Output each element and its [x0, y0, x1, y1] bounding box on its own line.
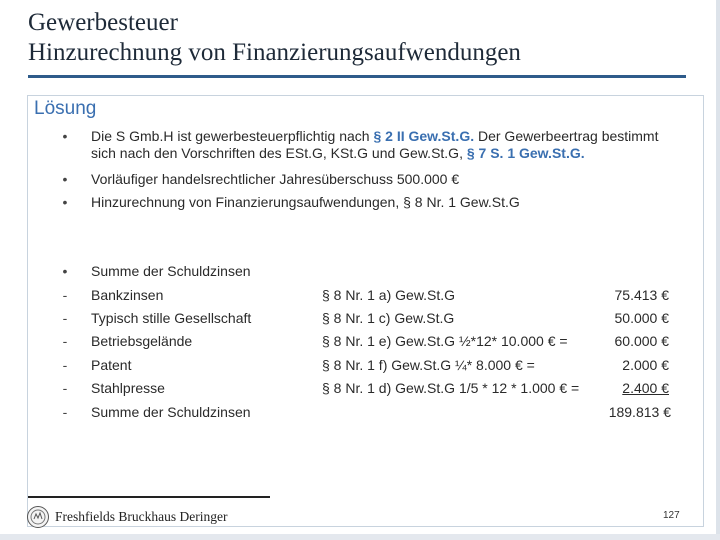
row-amount: 2.000 €: [622, 357, 669, 373]
row-dash: -: [62, 310, 68, 326]
row-law-reference: § 8 Nr. 1 c) Gew.St.G: [322, 310, 455, 326]
title-line-1: Gewerbesteuer: [28, 9, 178, 36]
bullet-hinzurechnung: Hinzurechnung von Finanzierungsaufwendungen, § 8 Nr. 1 Gew.St.G: [91, 194, 520, 210]
bullet-jahresueberschuss: Vorläufiger handelsrechtlicher Jahresüberschuss 500.000 €: [91, 171, 460, 187]
bullet-marker: •: [62, 128, 68, 144]
page-number: 127: [663, 510, 680, 521]
row-amount: 75.413 €: [614, 287, 669, 303]
bullet-marker: •: [62, 171, 68, 187]
row-law-reference: § 8 Nr. 1 f) Gew.St.G ¼* 8.000 € =: [322, 357, 535, 373]
row-dash: -: [62, 380, 68, 396]
row-label: Bankzinsen: [91, 287, 164, 303]
section-heading: Lösung: [34, 98, 97, 119]
logo-seal-icon: [27, 506, 49, 528]
intro-line-1: [91, 128, 659, 145]
bullet-summe-schuldzinsen: Summe der Schuldzinsen: [91, 263, 251, 279]
intro-line-2-text: sich nach den Vorschriften des ESt.G, KSt.G und Gew.St.G,: [91, 145, 467, 161]
row-amount: 60.000 €: [614, 333, 669, 349]
row-amount: 50.000 €: [614, 310, 669, 326]
row-dash: -: [62, 357, 68, 373]
row-label: Typisch stille Gesellschaft: [91, 310, 252, 326]
footer-rule: [28, 496, 270, 498]
slide-frame-right: [716, 0, 720, 540]
title-line-2: Hinzurechnung von Finanzierungsaufwendungen: [28, 39, 521, 66]
company-logo-text: Freshfields Bruckhaus Deringer: [55, 509, 228, 524]
row-label: Patent: [91, 357, 132, 373]
intro-line-1-text: Die S Gmb.H ist gewerbesteuerpflichtig nach: [91, 128, 374, 144]
intro-line-2: [91, 145, 585, 162]
row-label: Summe der Schuldzinsen: [91, 404, 251, 420]
row-total-amount: 189.813 €: [608, 404, 671, 420]
title-underline-rule: [28, 75, 686, 78]
intro-law-reference-1: § 2 II Gew.St.G.: [373, 128, 475, 144]
intro-line-1-rest: Der Gewerbeertrag bestimmt: [474, 128, 659, 144]
row-law-reference: § 8 Nr. 1 a) Gew.St.G: [322, 287, 456, 303]
bullet-marker: •: [62, 263, 68, 279]
slide-frame-bottom: [0, 534, 720, 540]
row-amount-underlined: 2.400 €: [622, 380, 669, 396]
row-dash: -: [62, 333, 68, 349]
slide-title: [28, 8, 521, 68]
intro-law-reference-2: § 7 S. 1 Gew.St.G.: [466, 145, 585, 161]
row-law-reference: § 8 Nr. 1 e) Gew.St.G ½*12* 10.000 € =: [322, 333, 568, 349]
row-label: Stahlpresse: [91, 380, 165, 396]
bullet-marker: •: [62, 194, 68, 210]
row-label: Betriebsgelände: [91, 333, 193, 349]
row-law-reference: § 8 Nr. 1 d) Gew.St.G 1/5 * 12 * 1.000 € =: [322, 380, 580, 396]
row-dash: -: [62, 404, 68, 420]
row-dash: -: [62, 287, 68, 303]
